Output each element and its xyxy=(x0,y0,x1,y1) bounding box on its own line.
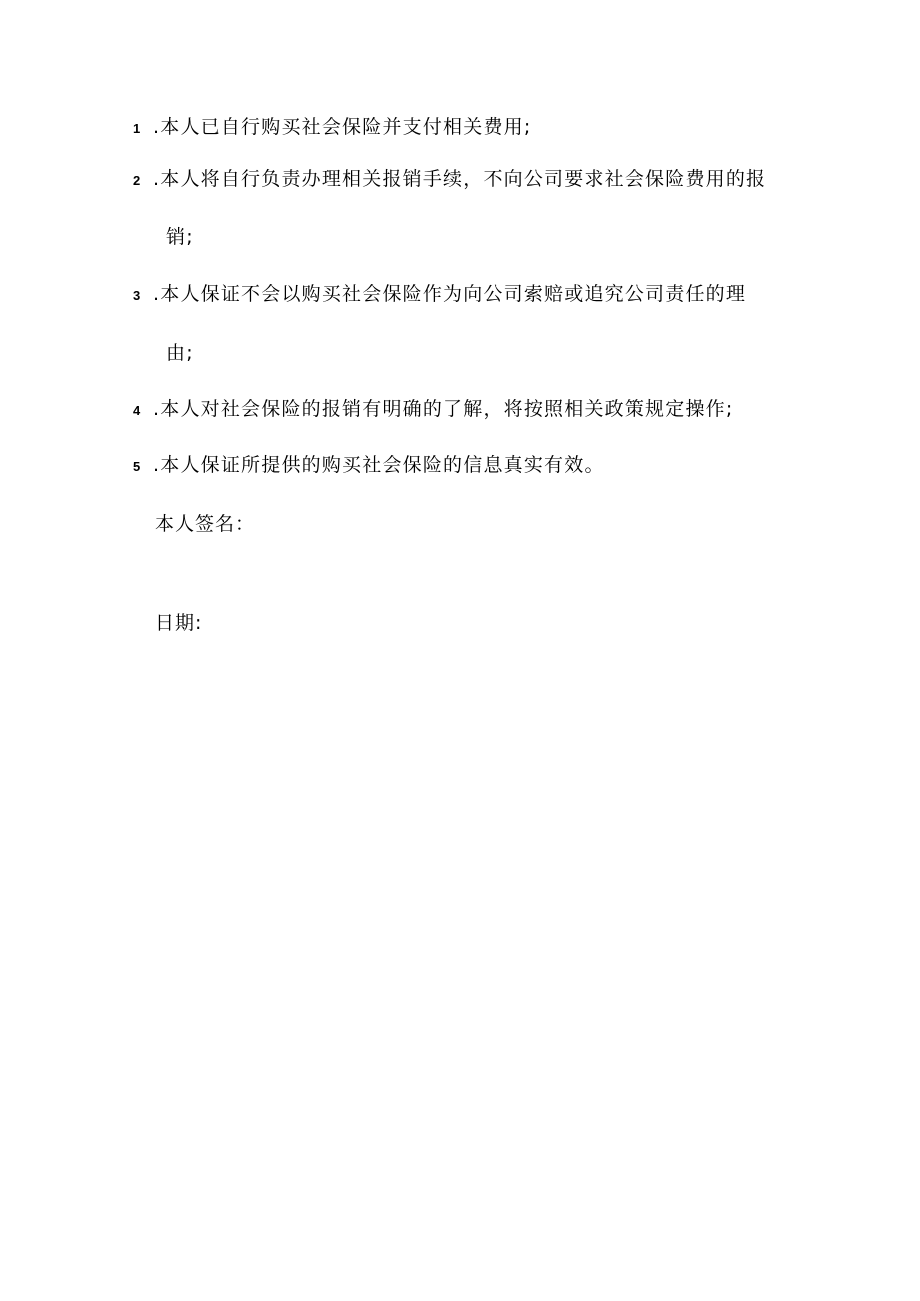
item-number: 4 xyxy=(133,403,141,418)
item-text: .本人保证不会以购买社会保险作为向公司索赔或追究公司责任的理 xyxy=(153,283,747,305)
item-number: 2 xyxy=(133,173,141,188)
item-number: 5 xyxy=(133,459,141,474)
item-number: 1 xyxy=(133,121,141,136)
item-text-continuation: 销; xyxy=(166,226,194,248)
item-text: .本人保证所提供的购买社会保险的信息真实有效。 xyxy=(153,454,605,476)
signature-label: 本人签名： xyxy=(155,513,256,535)
item-text-continuation: 由; xyxy=(166,342,194,364)
item-number: 3 xyxy=(133,288,141,303)
item-text: .本人已自行购买社会保险并支付相关费用; xyxy=(153,116,532,138)
item-text: .本人将自行负责办理相关报销手续，不向公司要求社会保险费用的报 xyxy=(153,168,767,190)
item-text: .本人对社会保险的报销有明确的了解，将按照相关政策规定操作; xyxy=(153,398,734,420)
date-label: 日期: xyxy=(155,612,203,634)
